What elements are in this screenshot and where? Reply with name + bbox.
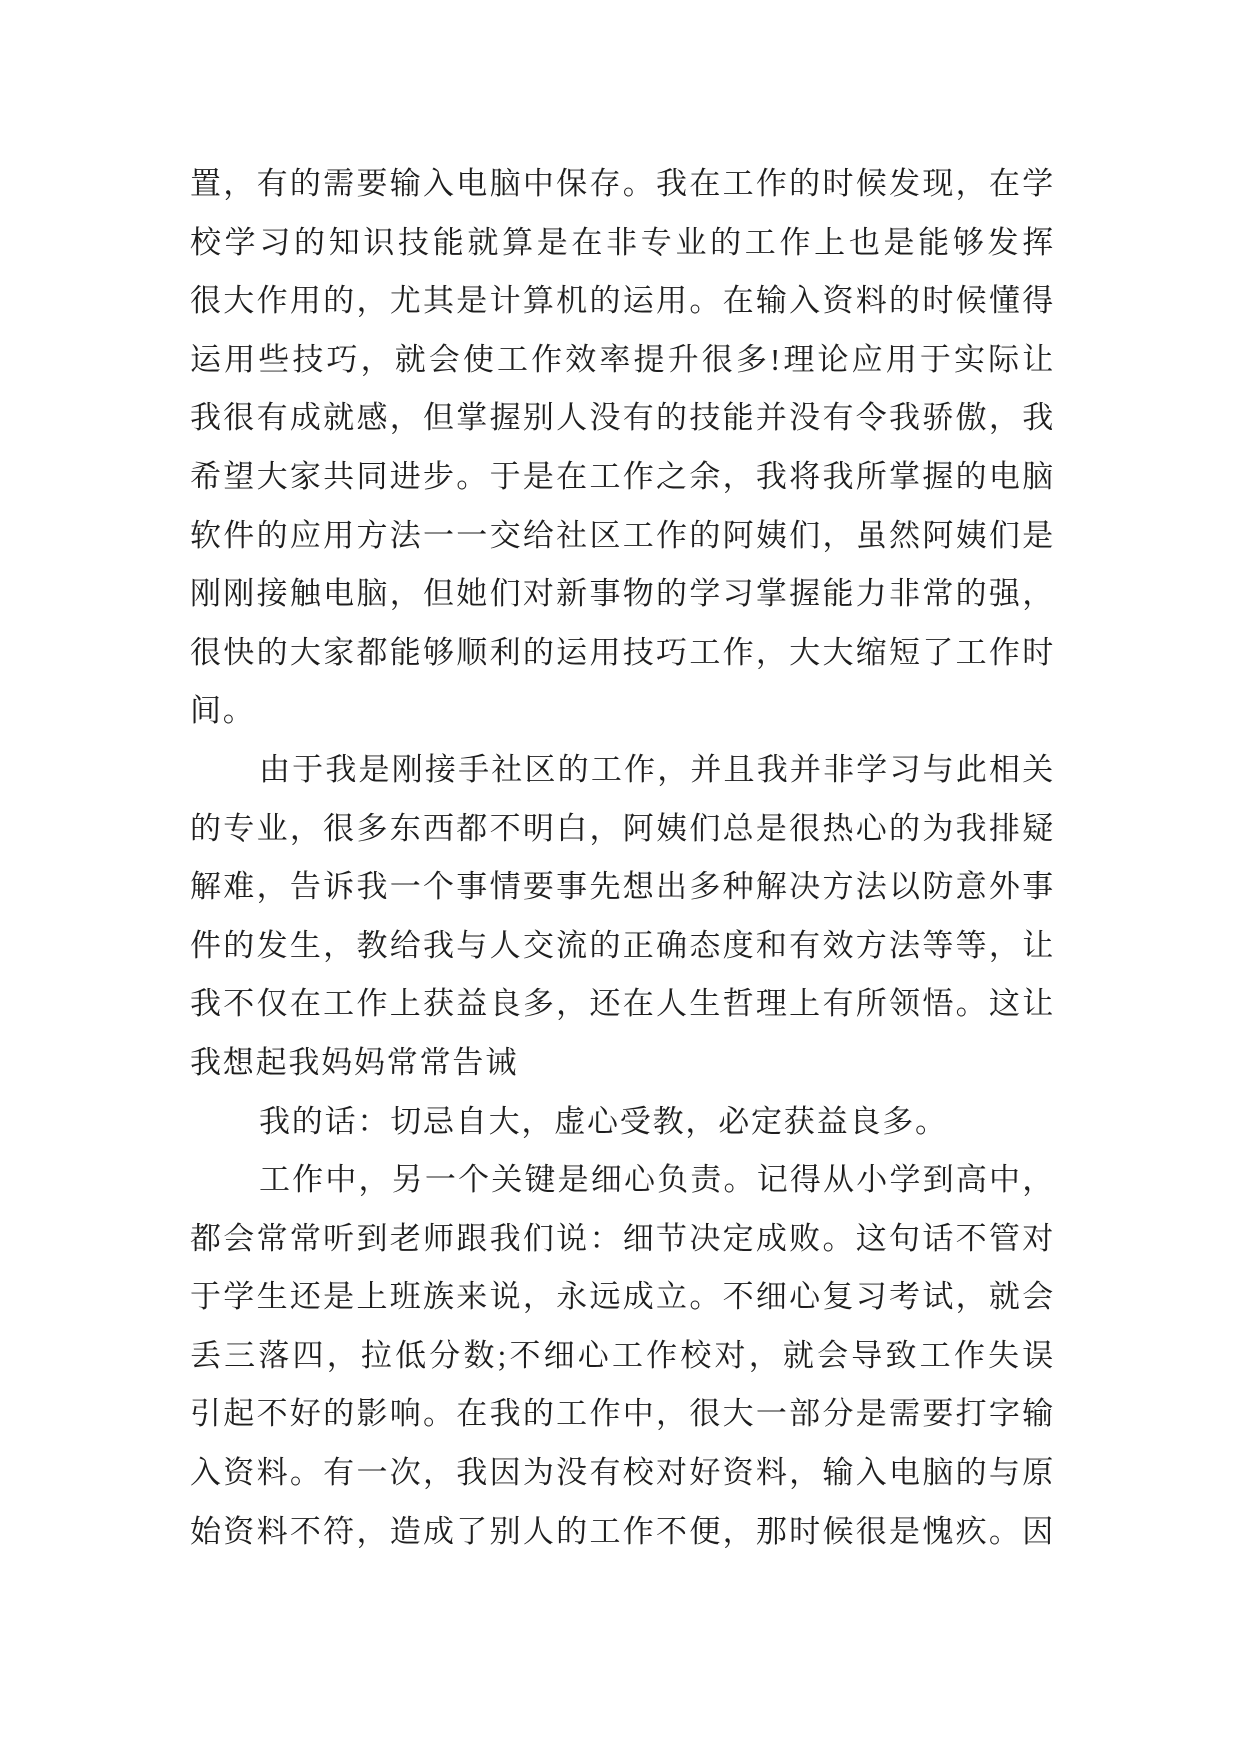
text-line: 很大作用的，尤其是计算机的运用。在输入资料的时候懂得: [190, 283, 1055, 319]
text-line: 间。: [190, 693, 256, 729]
paragraph: [190, 1151, 1055, 1561]
text-line: 运用些技巧，就会使工作效率提升很多!理论应用于实际让: [190, 341, 1055, 377]
text-line: 我很有成就感，但掌握别人没有的技能并没有令我骄傲，我: [190, 400, 1055, 436]
paragraph: [190, 741, 1055, 1093]
text-line: 都会常常听到老师跟我们说：细节决定成败。这句话不管对: [190, 1220, 1055, 1256]
text-line: 刚刚接触电脑，但她们对新事物的学习掌握能力非常的强，: [190, 576, 1055, 612]
text-line: 解难，告诉我一个事情要事先想出多种解决方法以防意外事: [190, 869, 1055, 905]
text-line: 置，有的需要输入电脑中保存。我在工作的时候发现，在学: [190, 166, 1055, 201]
paragraph: [190, 155, 1055, 741]
text-line: 入资料。有一次，我因为没有校对好资料，输入电脑的与原: [190, 1455, 1055, 1491]
text-line: 工作中，另一个关键是细心负责。记得从小学到高中，: [259, 1162, 1055, 1198]
text-line: 很快的大家都能够顺利的运用技巧工作，大大缩短了工作时: [190, 634, 1055, 670]
text-line: 丢三落四，拉低分数;不细心工作校对，就会导致工作失误: [190, 1337, 1055, 1373]
text-line: 于学生还是上班族来说，永远成立。不细心复习考试，就会: [190, 1279, 1055, 1315]
text-line: 希望大家共同进步。于是在工作之余，我将我所掌握的电脑: [190, 458, 1055, 494]
text-line: 引起不好的影响。在我的工作中，很大一部分是需要打字输: [190, 1396, 1055, 1432]
text-line: 我不仅在工作上获益良多，还在人生哲理上有所领悟。这让: [190, 986, 1055, 1022]
text-line: 始资料不符，造成了别人的工作不便，那时候很是愧疚。因: [190, 1513, 1055, 1549]
text-line: 我想起我妈妈常常告诫: [190, 1044, 518, 1080]
text-line: 件的发生，教给我与人交流的正确态度和有效方法等等，让: [190, 927, 1055, 963]
document-body: [190, 155, 1055, 1561]
text-line: 我的话：切忌自大，虚心受教，必定获益良多。: [259, 1103, 948, 1139]
text-line: 的专业，很多东西都不明白，阿姨们总是很热心的为我排疑: [190, 810, 1055, 846]
paragraph: [190, 1093, 1055, 1152]
text-line: 由于我是刚接手社区的工作，并且我并非学习与此相关: [259, 751, 1055, 787]
text-line: 软件的应用方法一一交给社区工作的阿姨们，虽然阿姨们是: [190, 517, 1055, 553]
text-line: 校学习的知识技能就算是在非专业的工作上也是能够发挥: [190, 224, 1055, 260]
